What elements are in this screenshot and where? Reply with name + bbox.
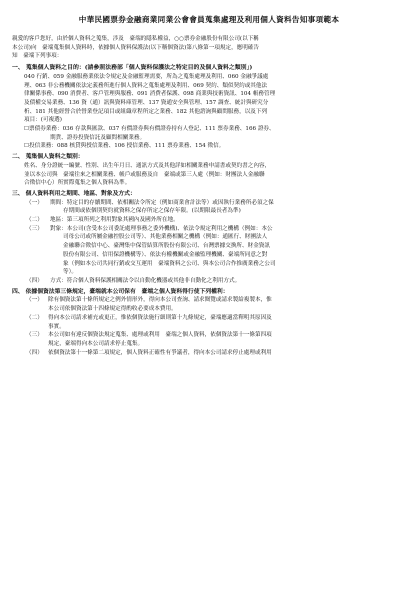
item-line: 除有個資法第十條所規定之例外情形外，得向本公司查詢、請求閱覽或請求製給複製本，惟 xyxy=(48,297,272,304)
section-line: 理、063 非公務機關依法定義務所進行個人資料之蒐集處理及利用、069 契約、類似契約或其他法 xyxy=(24,82,268,89)
section-line: 並以本公司與 臺端往來之相關業務、帳戶或服務及自 臺端或第三人處（例如：財團法人金融聯 xyxy=(24,171,265,178)
item-number: （四） xyxy=(26,349,43,356)
item-line: 得向本公司請求補充或更正，惟依個資法施行細則第十九條規定，臺端應適當釋明其原因及 xyxy=(48,314,272,321)
item-line: 依個資法第十一條第二項規定，個人資料正確性有爭議者，得向本公司請求停止處理或利用 xyxy=(48,349,272,356)
section-line: 項目：(可複選) xyxy=(24,117,62,124)
intro-line: 知 臺端下列事項： xyxy=(12,53,63,60)
item-line: 期間：特定目的存續期間、依相關法令所定（例如商業會計法等）或因執行業務所必須之保 xyxy=(50,199,274,206)
section-line: 合徵信中心）所實際蒐集之個人資料為準。 xyxy=(24,180,131,187)
list-item xyxy=(12,277,406,286)
section-line: 及債權交易業務、136 資（通）訊與資料庫管理、137 資通安全與管理、157 調查、統計與研究分 xyxy=(24,99,269,106)
checkbox-credit[interactable] xyxy=(12,142,406,151)
checkbox-label-cont: 期貨、證券投資信託及顧問相關業務。 xyxy=(50,134,146,141)
item-line: 司母公司或所屬金融控股公司等）、其他業務相關之機構（例如：通匯行、財團法人 xyxy=(63,234,268,241)
section-categories xyxy=(12,153,406,188)
item-number: （一） xyxy=(26,199,43,206)
item-number: （二） xyxy=(26,217,43,224)
checkbox-bills-bonds[interactable] xyxy=(12,125,406,142)
item-number: （三） xyxy=(26,332,43,339)
item-number: （三） xyxy=(26,225,43,232)
item-line: 本公司依個資法第十四條規定得酌收必要成本費用。 xyxy=(48,306,177,313)
section-usage xyxy=(12,190,406,286)
item-line: 規定，臺端得向本公司請求停止蒐集。 xyxy=(48,340,144,347)
section-purpose xyxy=(12,64,406,151)
item-line: 金融聯合徵信中心、臺灣集中保管結算所股份有限公司、台灣票據交換所、財金資訊 xyxy=(63,243,270,250)
intro-line: 本公司)向 臺端蒐集個人資料時，依據個人資料保護法(以下稱個資法)第八條第一項規定，應明確告 xyxy=(12,44,260,51)
section-line: 析、181 其他經營合於營業登記項目或組織章程所定之業務、182 其他諮詢與顧問服務，以及下列 xyxy=(24,108,268,115)
intro-line: 親愛的客戶您好，由於個人資料之蒐集，涉及 臺端的隱私權益，○○票券金融股份有限公司(以下稱 xyxy=(12,36,259,42)
item-line: 事實。 xyxy=(48,323,65,330)
item-line: 存期間或依個別契約就資料之保存所定之保存年限。(以期限最長者為準) xyxy=(63,208,241,215)
item-number: （四） xyxy=(26,277,43,284)
section-heading: 三、 個人資料利用之期間、地區、對象及方式： xyxy=(12,190,136,197)
list-item xyxy=(12,331,406,348)
section-heading: 一、 蒐集個人資料之目的：(請參照法務部「個人資料保護法之特定目的及個人資料之類別」) xyxy=(12,64,253,72)
document-title: 中華民國票券金融商業同業公會會員蒐集處理及利用個人資料告知事項範本 xyxy=(78,15,340,24)
item-line: 本公司如有違反個資法規定蒐集、處理或利用 臺端之個人資料，依個資法第十一條第四項 xyxy=(48,332,272,339)
section-line: 040 行銷、059 金融服務業依法令規定及金融監理需要，所為之蒐集處理及利用、060 金融爭議處 xyxy=(24,73,269,80)
section-heading: 四、 依據個資法第三條規定，臺端就本公司保有 臺端之個人資料得行使下列權利： xyxy=(12,288,229,295)
list-item xyxy=(12,199,406,216)
section-line: 律關係事務、090 消費者、客戶管理與服務、091 消費者保護、098 商業與技術資訊、104 帳務管理 xyxy=(24,91,276,98)
item-line: 股份有限公司、信用保證機構等）、依法有權機關或金融監理機關、臺端所同意之對 xyxy=(63,251,268,258)
list-item xyxy=(12,216,406,225)
item-line: 等）。 xyxy=(63,269,77,276)
checkbox-label: ☐投信業務：088 核貸與授信業務、106 授信業務、111 票券業務、154 徵信。 xyxy=(24,143,225,150)
item-number: （二） xyxy=(26,314,43,321)
item-line: 對象：本公司(含受本公司委託處理事務之委外機構)、依法令規定利用之機構（例如：本公 xyxy=(50,225,273,232)
list-item xyxy=(12,225,406,277)
item-line: 方式：符合個人資料保護相關法令以自動化機器或其他非自動化之利用方式。 xyxy=(50,277,241,284)
list-item xyxy=(12,296,406,313)
item-line: 地區：第三項所列之利用對象其國內及國外所在地。 xyxy=(50,217,179,224)
item-number: （一） xyxy=(26,297,43,304)
section-rights xyxy=(12,288,406,358)
checkbox-label: ☐票債券業務：036 存款與匯款、037 有價證券與有價證券持有人登記、111 票券業務、166 證券、 xyxy=(24,126,275,133)
section-line: 姓名、身分證統一編號、性別、出生年月日、通訊方式及其他詳如相關業務申請書或契約書之內容， xyxy=(24,162,271,169)
list-item xyxy=(12,349,406,358)
list-item xyxy=(12,314,406,331)
intro-paragraph xyxy=(12,35,406,61)
section-heading: 二、 蒐集個人資料之類別： xyxy=(12,154,84,161)
item-line: 象（例如本公司共同行銷或交互運用 臺端資料之公司、與本公司合作推廣業務之公司 xyxy=(63,260,276,267)
